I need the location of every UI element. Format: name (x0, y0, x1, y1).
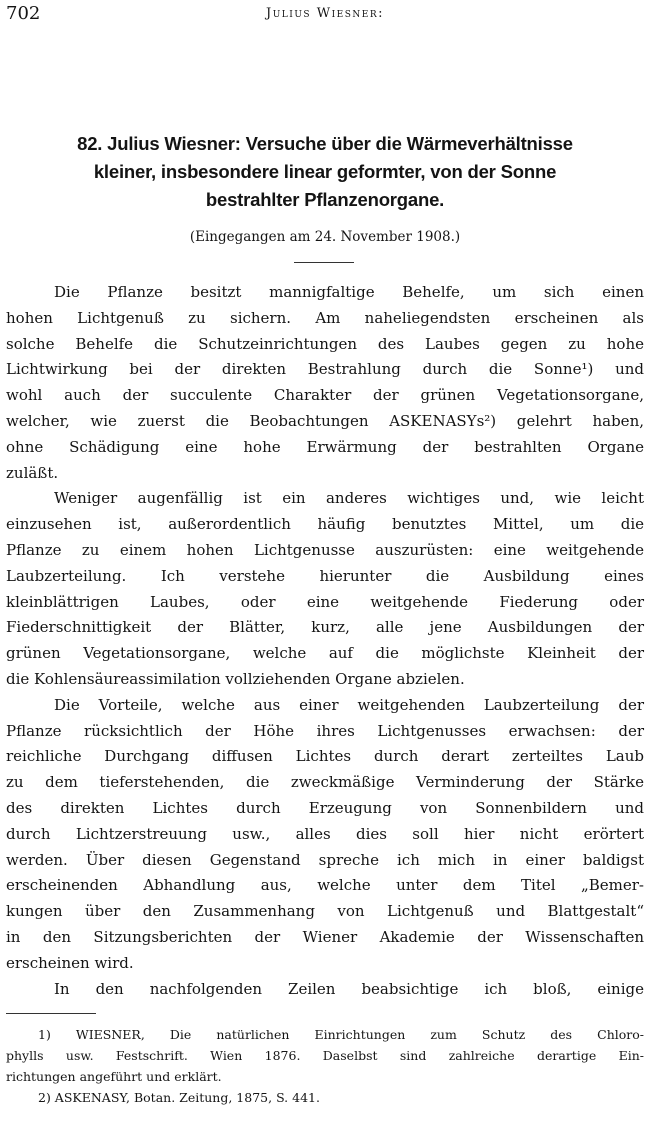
body-line: In den nachfolgenden Zeilen beabsichtige ich bloß, einige (54, 979, 644, 998)
body-line: werden. Über diesen Gegenstand spreche ich mich in einer baldigst (6, 850, 644, 869)
body-line: erscheinen wird. (6, 953, 134, 972)
body-line: des direkten Lichtes durch Erzeugung von Sonnenbildern und (6, 798, 644, 817)
body-line: kungen über den Zusammenhang von Lichtgenuß und Blattgestalt“ (6, 902, 644, 921)
footnotes (6, 1024, 644, 1108)
body-line: ohne Schädigung eine hohe Erwärmung der bestrahlten Organe (6, 437, 644, 456)
body-line: in den Sitzungsberichten der Wiener Akademie der Wissenschaften (6, 927, 644, 946)
body-line: Die Vorteile, welche aus einer weitgehenden Laubzerteilung der (54, 695, 644, 714)
page-header (6, 3, 644, 27)
page-number: 702 (6, 3, 41, 24)
body-line: die Kohlensäureassimilation vollziehenden Organe abzielen. (6, 669, 465, 688)
body-line: Die Pflanze besitzt mannigfaltige Behelfe, um sich einen (54, 283, 644, 301)
body-text (6, 280, 644, 1002)
body-line: Lichtwirkung bei der direkten Bestrahlung durch die Sonne¹) und (6, 360, 644, 379)
body-line: Pflanze rücksichtlich der Höhe ihres Lichtgenusses erwachsen: der (6, 721, 644, 740)
body-line: Laubzerteilung. Ich verstehe hierunter die Ausbildung eines (6, 566, 644, 585)
body-line: wohl auch der succulente Charakter der grünen Vegetationsorgane, (6, 386, 644, 405)
footnote-line: phylls usw. Festschrift. Wien 1876. Daselbst sind zahlreiche derartige Ein- (6, 1048, 644, 1063)
body-line: erscheinenden Abhandlung aus, welche unter dem Titel „Bemer- (6, 876, 644, 895)
body-line: Fiederschnittigkeit der Blätter, kurz, alle jene Ausbildungen der (6, 618, 644, 637)
footnote-line: 1) WIESNER, Die natürlichen Einrichtungen zum Schutz des Chloro- (38, 1027, 644, 1042)
body-line: zuläßt. (6, 463, 59, 482)
article-title (14, 130, 636, 214)
received-date: (Eingegangen am 24. November 1908.) (189, 229, 461, 245)
title-line: kleiner, insbesondere linear geformter, von der Sonne (93, 161, 557, 182)
body-line: Weniger augenfällig ist ein anderes wichtiges und, wie leicht (54, 489, 644, 508)
body-line: welcher, wie zuerst die Beobachtungen ASKENASYs²) gelehrt haben, (6, 411, 644, 430)
body-line: solche Behelfe die Schutzeinrichtungen des Laubes gegen zu hohe (6, 334, 644, 353)
running-head: Julius Wiesner: (266, 6, 384, 21)
footnote-line: 2) ASKENASY, Botan. Zeitung, 1875, S. 441. (38, 1090, 320, 1105)
title-divider (294, 262, 354, 263)
body-line: Pflanze zu einem hohen Lichtgenusse auszurüsten: eine weitgehende (6, 540, 644, 559)
title-line: bestrahlter Pflanzenorgane. (205, 189, 445, 210)
body-line: einzusehen ist, außerordentlich häufig benutztes Mittel, um die (6, 515, 644, 534)
title-line: 82. Julius Wiesner: Versuche über die Wärmeverhältnisse (77, 133, 573, 154)
body-line: kleinblättrigen Laubes, oder eine weitgehende Fiederung oder (6, 592, 644, 611)
footnote-divider (6, 1013, 96, 1014)
footnote-line: richtungen angeführt und erklärt. (6, 1069, 222, 1084)
body-line: hohen Lichtgenuß zu sichern. Am naheliegendsten erscheinen als (6, 308, 644, 327)
body-line: zu dem tieferstehenden, die zweckmäßige Verminderung der Stärke (6, 773, 644, 792)
body-line: grünen Vegetationsorgane, welche auf die möglichste Kleinheit der (6, 644, 644, 663)
body-line: durch Lichtzerstreuung usw., alles dies soll hier nicht erörtert (6, 824, 644, 843)
body-line: reichliche Durchgang diffusen Lichtes durch derart zerteiltes Laub (6, 747, 644, 766)
